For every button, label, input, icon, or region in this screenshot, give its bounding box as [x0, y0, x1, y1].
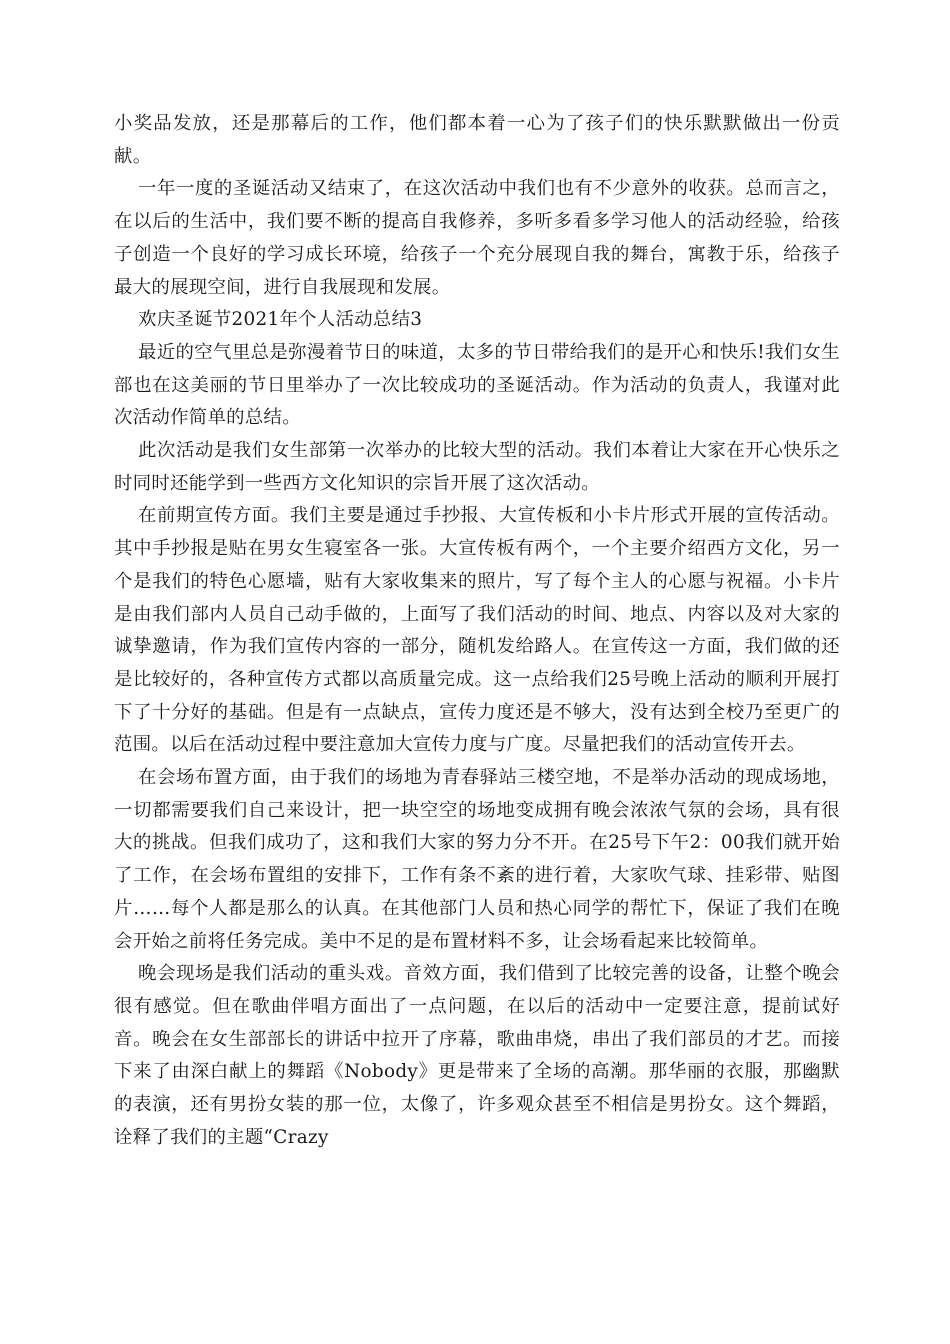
paragraph-1: 小奖品发放，还是那幕后的工作，他们都本着一心为了孩子们的快乐默默做出一份贡献。	[114, 113, 840, 167]
document-page	[114, 108, 840, 1155]
paragraph-4: 此次活动是我们女生部第一次举办的比较大型的活动。我们本着让大家在开心快乐之时同时还能学到一些西方文化知识的宗旨开展了这次活动。	[114, 440, 840, 494]
paragraph-5: 在前期宣传方面。我们主要是通过手抄报、大宣传板和小卡片形式开展的宣传活动。其中手抄报是贴在男女生寝室各一张。大宣传板有两个，一个主要介绍西方文化，另一个是我们的特色心愿墙，贴有大家收集来的照片，写了每个主人的心愿与祝福。小卡片是由我们部内人员自己动手做的，上面写了我们活动的时间、地点、内容以及对大家的诚挚邀请，作为我们宣传内容的一部分，随机发给路人。在宣传这一方面，我们做的还是比较好的，各种宣传方式都以高质量完成。这一点给我们25号晚上活动的顺利开展打下了十分好的基础。但是有一点缺点，宣传力度还是不够大，没有达到全校乃至更广的范围。以后在活动过程中要注意加大宣传力度与广度。尽量把我们的活动宣传开去。	[114, 505, 840, 756]
paragraph-2: 一年一度的圣诞活动又结束了，在这次活动中我们也有不少意外的收获。总而言之，在以后的生活中，我们要不断的提高自我修养，多听多看多学习他人的活动经验，给孩子创造一个良好的学习成长环境，给孩子一个充分展现自我的舞台，寓教于乐，给孩子最大的展现空间，进行自我展现和发展。	[114, 178, 840, 298]
paragraph-3: 最近的空气里总是弥漫着节日的味道，太多的节日带给我们的是开心和快乐!我们女生部也在这美丽的节日里举办了一次比较成功的圣诞活动。作为活动的负责人，我谨对此次活动作简单的总结。	[114, 341, 840, 429]
section-heading: 欢庆圣诞节2021年个人活动总结3	[138, 309, 423, 331]
paragraph-7: 晚会现场是我们活动的重头戏。音效方面，我们借到了比较完善的设备，让整个晚会很有感觉。但在歌曲伴唱方面出了一点问题，在以后的活动中一定要注意，提前试好音。晚会在女生部部长的讲话中拉开了序幕，歌曲串烧，串出了我们部员的才艺。而接下来了由深白献上的舞蹈《Nobody》更是带来了全场的高潮。那华丽的衣服，那幽默的表演，还有男扮女装的那一位，太像了，许多观众甚至不相信是男扮女。这个舞蹈，诠释了我们的主题“Crazy	[114, 963, 840, 1148]
paragraph-6: 在会场布置方面，由于我们的场地为青春驿站三楼空地，不是举办活动的现成场地，一切都需要我们自己来设计，把一块空空的场地变成拥有晚会浓浓气氛的会场，具有很大的挑战。但我们成功了，这和我们大家的努力分不开。在25号下午2：00我们就开始了工作，在会场布置组的安排下，工作有条不紊的进行着，大家吹气球、挂彩带、贴图片……每个人都是那么的认真。在其他部门人员和热心同学的帮忙下，保证了我们在晚会开始之前将任务完成。美中不足的是布置材料不多，让会场看起来比较简单。	[114, 767, 840, 952]
